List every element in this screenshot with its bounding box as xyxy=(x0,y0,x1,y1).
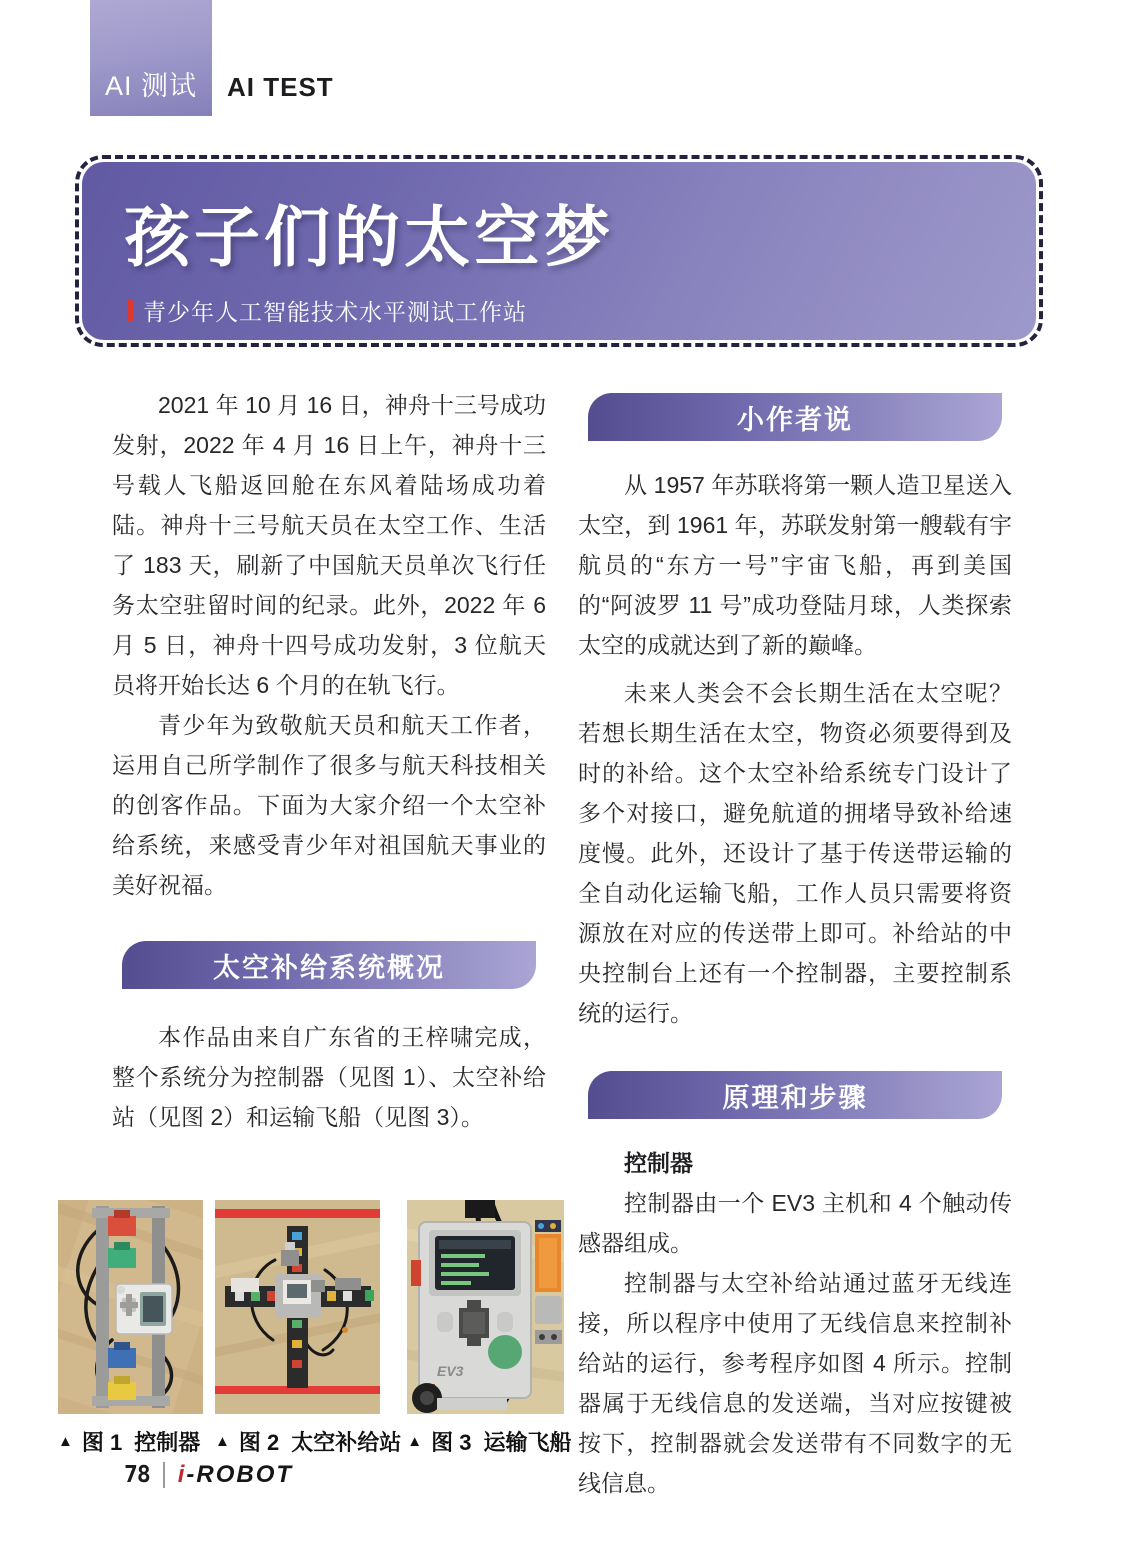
triangle-marker-icon: ▲ xyxy=(407,1433,423,1450)
section-title-author: 小作者说 xyxy=(737,404,853,435)
figure-3-transport-ship xyxy=(407,1200,571,1457)
brand-logo-rest: -ROBOT xyxy=(186,1461,294,1488)
ev3-brick xyxy=(419,1222,531,1398)
left-paragraph-2: 青少年为致敬航天员和航天工作者，运用自己所学制作了很多与航天科技相关的创客作品。下面为大家介绍一个太空补给系统，来感受青少年对祖国航天事业的美好祝福。 xyxy=(112,712,546,898)
right-paragraph-4: 控制器与太空补给站通过蓝牙无线连接，所以程序中使用了无线信息来控制补给站的运行，参考程序如图 4 所示。控制器属于无线信息的发送端，当对应按键被按下，控制器就会发送带有不同数字的无线信息。 xyxy=(578,1270,1012,1496)
red-tape-top xyxy=(215,1209,380,1218)
green-button-block xyxy=(108,1248,136,1268)
figure-3-caption xyxy=(407,1426,571,1457)
badge-cn-label: AI 测试 xyxy=(104,71,197,101)
left-paragraph-1: 2021 年 10 月 16 日，神舟十三号成功发射，2022 年 4 月 16 日上午，神舟十三号载人飞船返回舱在东风着陆场成功着陆。神舟十三号航天员在太空工作、生活了 183 天，刷新了中国航天员单次飞行任务太空驻留时间的纪录。此外，2022 年 6 月 5 日，神舟十四号成功发射，3 位航天员将开始长达 6 个月的在轨飞行。 xyxy=(112,392,546,698)
red-button-block xyxy=(108,1216,136,1236)
figure-1-controller xyxy=(58,1200,203,1457)
figure-2-label: 图 2 xyxy=(238,1430,280,1455)
left-module xyxy=(231,1278,259,1292)
yellow-button-block xyxy=(108,1382,136,1400)
figure-2-photo xyxy=(215,1200,380,1414)
section-badge xyxy=(90,0,212,116)
center-hub xyxy=(275,1274,325,1318)
figure-2-name: 太空补给站 xyxy=(291,1430,402,1455)
green-sticker xyxy=(488,1335,522,1369)
controller-subheading: 控制器 xyxy=(624,1150,693,1176)
section-banner-author xyxy=(588,393,1002,441)
section-title-principle: 原理和步骤 xyxy=(722,1082,868,1113)
figures-row xyxy=(58,1200,572,1457)
ev3-device-label: EV3 xyxy=(437,1363,464,1379)
section-banner-principle xyxy=(588,1071,1002,1119)
footer-divider xyxy=(163,1462,165,1488)
figure-1-photo xyxy=(58,1200,203,1414)
brand-logo xyxy=(178,1461,293,1489)
right-column xyxy=(578,385,1012,1503)
left-paragraph-3: 本作品由来自广东省的王梓啸完成，整个系统分为控制器（见图 1）、太空补给站（见图 2）和运输飞船（见图 3）。 xyxy=(112,1024,546,1130)
page-footer xyxy=(124,1460,293,1490)
green-connector xyxy=(365,1290,374,1301)
triangle-marker-icon: ▲ xyxy=(58,1433,73,1450)
right-paragraph-3: 控制器由一个 EV3 主机和 4 个触动传感器组成。 xyxy=(578,1190,1012,1256)
article-title: 孩子们的太空梦 xyxy=(124,200,614,274)
triangle-marker-icon: ▲ xyxy=(215,1433,230,1450)
right-paragraph-1: 从 1957 年苏联将第一颗人造卫星送入太空，到 1961 年，苏联发射第一艘载有宇航员的“东方一号”宇宙飞船，再到美国的“阿波罗 11 号”成功登陆月球，人类探索太空的成就达到了新的巅峰。 xyxy=(578,472,1012,658)
figure-1-name: 控制器 xyxy=(134,1430,201,1455)
figure-3-name: 运输飞船 xyxy=(483,1430,572,1455)
figure-2-supply-station xyxy=(215,1200,401,1457)
figure-1-label: 图 1 xyxy=(81,1430,123,1455)
ev3-mini-brick xyxy=(116,1284,172,1334)
figure-3-photo xyxy=(407,1200,564,1414)
hero-banner-fill xyxy=(82,162,1036,340)
article-subtitle-row xyxy=(127,294,527,327)
figure-3-label: 图 3 xyxy=(431,1430,472,1455)
right-paragraph-2: 未来人类会不会长期生活在太空呢？若想长期生活在太空，物资必须要得到及时的补给。这个太空补给系统专门设计了多个对接口，避免航道的拥堵导致补给速度慢。此外，还设计了基于传送带运输的全自动化运输飞船，工作人员只需要将资源放在对应的传送带上即可。补给站的中央控制台上还有一个控制器，主要控制系统的运行。 xyxy=(578,680,1012,1026)
section-banner-overview xyxy=(122,941,536,989)
subtitle-accent-bar xyxy=(127,300,133,321)
hero-banner xyxy=(75,155,1043,347)
figure-2-caption xyxy=(215,1426,401,1457)
figure-1-caption xyxy=(58,1426,203,1457)
page-number: 78 xyxy=(124,1462,150,1488)
badge-en-label: AI TEST xyxy=(227,72,334,102)
blue-button-block xyxy=(108,1348,136,1368)
section-title-overview: 太空补给系统概况 xyxy=(213,952,445,983)
left-column xyxy=(112,385,546,1137)
brand-logo-i: i xyxy=(177,1461,187,1488)
article-subtitle: 青少年人工智能技术水平测试工作站 xyxy=(143,299,527,325)
